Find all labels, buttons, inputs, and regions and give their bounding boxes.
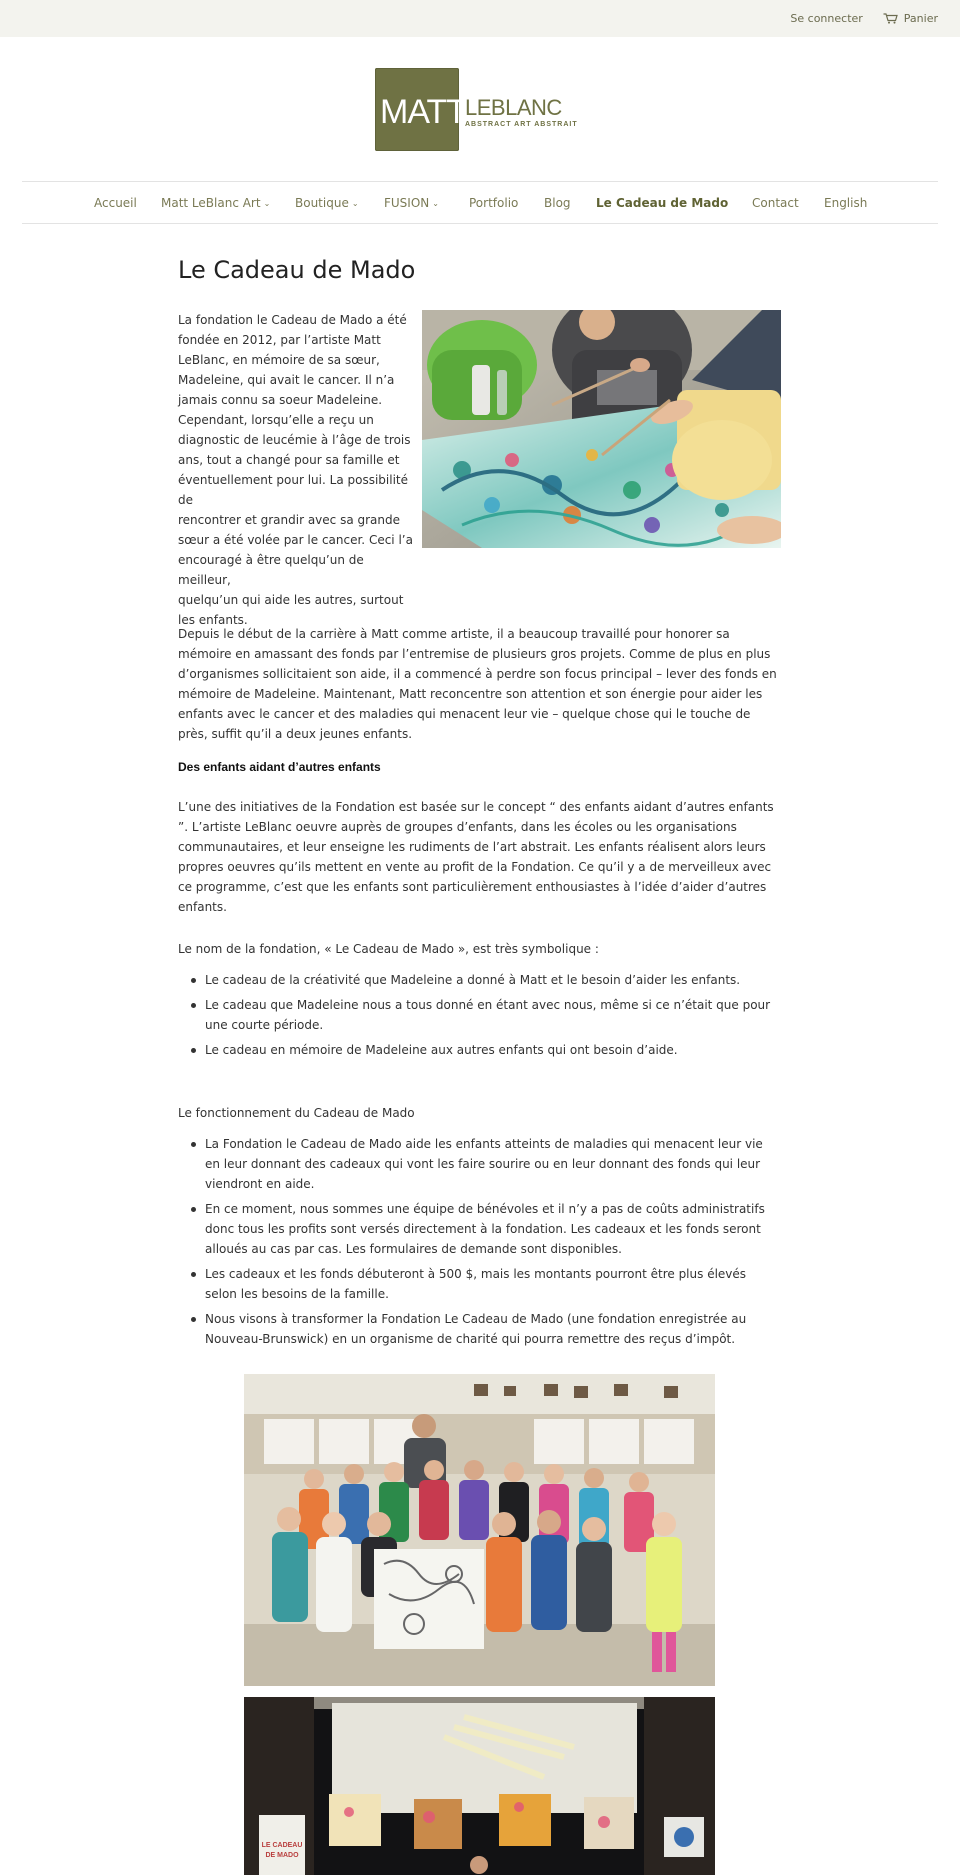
list-item: Le cadeau en mémoire de Madeleine aux autres enfants qui ont besoin d’aide. — [178, 1040, 780, 1060]
class-group-photo — [244, 1374, 715, 1686]
career-paragraph: Depuis le début de la carrière à Matt comme artiste, il a beaucoup travaillé pour honorer sa mémoire en amassant des fonds par l’entremise de plusieurs gros projets. Comme de plus en plus d’organismes sollicitaient son aide, il a commencé à perdre son focus principal – lever des fonds en mémoire de Madeleine. Maintenant, Matt reconcentre son attention et son énergie pour aider les enfants avec le cancer et des maladies qui menacent leur vie – quelque chose qui le touche de près, suffit qu’il a deux jeunes enfants. — [178, 627, 777, 741]
intro-line: fondée en 2012, par l’artiste Matt — [178, 333, 381, 347]
top-bar — [0, 0, 960, 37]
nav-contact[interactable]: Contact — [752, 196, 799, 210]
chevron-down-icon: ⌄ — [432, 199, 439, 208]
list-item: En ce moment, nous sommes une équipe de bénévoles et il n’y a pas de coûts administratifs donc tous les profits sont versés directement à la fondation. Les cadeaux et les fonds seront alloués au cas par cas. Les formulaires de demande sont disponibles. — [178, 1199, 780, 1259]
svg-text:DE MADO: DE MADO — [265, 1852, 299, 1859]
how-intro: Le fonctionnement du Cadeau de Mado — [178, 1106, 415, 1120]
cart-label: Panier — [903, 12, 938, 25]
intro-line: Madeleine, qui avait le cancer. Il n’a — [178, 373, 395, 387]
chevron-down-icon: ⌄ — [351, 199, 359, 208]
painting-workshop-photo — [422, 310, 781, 548]
svg-text:LE CADEAU: LE CADEAU — [261, 1842, 303, 1849]
intro-line: les enfants. — [178, 613, 248, 627]
nav-le-cadeau-de-mado[interactable]: Le Cadeau de Mado — [596, 196, 729, 210]
intro-line: quelqu’un qui aide les autres, surtout — [178, 593, 404, 607]
how-list — [178, 1134, 780, 1354]
login-link[interactable]: Se connecter — [790, 12, 863, 25]
chevron-down-icon: ⌄ — [263, 199, 271, 208]
page-title: Le Cadeau de Mado — [178, 256, 416, 284]
nav-blog[interactable]: Blog — [544, 196, 571, 210]
initiative-paragraph: L’une des initiatives de la Fondation est basée sur le concept “ des enfants aidant d’autres enfants ”. L’artiste LeBlanc oeuvre auprès de groupes d’enfants, dans les écoles ou les organisations communautaires, et leur enseigne les rudiments de l’art abstrait. Les enfants réalisent alors leurs propres oeuvres qu’ils mettent en vente au profit de la Fondation. Ce qu’il y a de merveilleux avec ce programme, c’est que les enfants sont particulièrement enthousiastes à l’idée d’aider d’autres enfants. — [178, 800, 774, 914]
nav-boutique[interactable]: Boutique ⌄ — [295, 196, 359, 210]
intro-line: Cependant, lorsqu’elle a reçu un — [178, 413, 374, 427]
nav-english[interactable]: English — [824, 196, 868, 210]
intro-line: La fondation le Cadeau de Mado a été — [178, 313, 407, 327]
subheading-kids-helping-kids: Des enfants aidant d’autres enfants — [178, 760, 381, 774]
intro-line: ans, tout a changé pour sa famille et — [178, 453, 400, 467]
cart-link[interactable] — [883, 12, 938, 25]
intro-line: sœur a été volée par le cancer. Ceci l’a — [178, 533, 413, 547]
logo-wordmark — [465, 97, 578, 128]
site-logo[interactable] — [375, 68, 578, 151]
nav-matt-leblanc-art[interactable]: Matt LeBlanc Art ⌄ — [161, 196, 271, 210]
intro-paragraph — [178, 310, 418, 630]
intro-line: rencontrer et grandir avec sa grande — [178, 513, 400, 527]
cart-icon — [883, 13, 898, 24]
list-item: Le cadeau de la créativité que Madeleine a donné à Matt et le besoin d’aider les enfants. — [178, 970, 780, 990]
header — [0, 37, 960, 181]
intro-line: diagnostic de leucémie à l’âge de trois — [178, 433, 411, 447]
logo-mark — [375, 68, 467, 151]
account-links — [790, 0, 938, 37]
nav-fusion[interactable]: FUSION ⌄ — [384, 196, 439, 210]
intro-line: LeBlanc, en mémoire de sa sœur, — [178, 353, 380, 367]
event-stage-photo — [244, 1697, 715, 1875]
nav-accueil[interactable]: Accueil — [94, 196, 137, 210]
nav-portfolio[interactable]: Portfolio — [469, 196, 519, 210]
intro-line: jamais connu sa soeur Madeleine. — [178, 393, 383, 407]
logo-matt: MATT — [380, 93, 467, 131]
list-item: Le cadeau que Madeleine nous a tous donné en étant avec nous, même si ce n’était que pour une courte période. — [178, 995, 780, 1035]
intro-line: encouragé à être quelqu’un de meilleur, — [178, 553, 364, 587]
list-item: Les cadeaux et les fonds débuteront à 500 $, mais les montants pourront être plus élevés selon les besoins de la famille. — [178, 1264, 780, 1304]
logo-leblanc: LEBLANC — [465, 95, 562, 120]
symbol-intro: Le nom de la fondation, « Le Cadeau de Mado », est très symbolique : — [178, 942, 599, 956]
list-item: Nous visons à transformer la Fondation Le Cadeau de Mado (une fondation enregistrée au Nouveau-Brunswick) en un organisme de charité qui pourra remettre des reçus d’impôt. — [178, 1309, 780, 1349]
main-nav — [22, 181, 938, 224]
logo-tagline: ABSTRACT ART ABSTRAIT — [465, 121, 578, 128]
list-item: La Fondation le Cadeau de Mado aide les enfants atteints de maladies qui menacent leur vie en leur donnant des cadeaux qui vont les faire sourire ou en leur donnant des fonds qui leur viendront en aide. — [178, 1134, 780, 1194]
intro-line: éventuellement pour lui. La possibilité de — [178, 473, 408, 507]
symbol-list — [178, 970, 780, 1065]
